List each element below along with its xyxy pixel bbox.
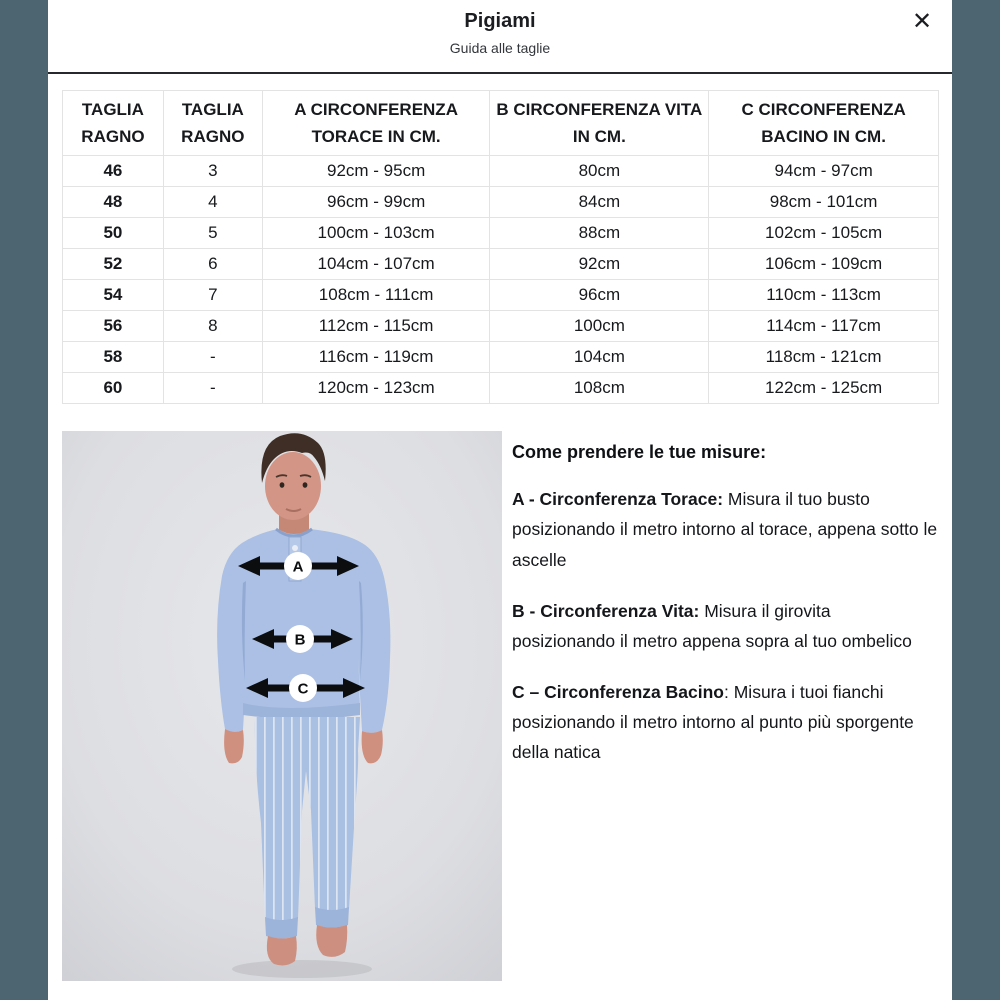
table-row — [63, 218, 939, 249]
modal-backdrop-right[interactable] — [952, 0, 1000, 1000]
column-header: TAGLIA RAGNO — [63, 91, 164, 156]
arrow-label-c: C — [297, 680, 309, 698]
table-cell: 102cm - 105cm — [709, 218, 939, 249]
table-cell: 8 — [163, 311, 262, 342]
instruction-list — [512, 484, 938, 767]
table-row — [63, 342, 939, 373]
table-cell: - — [163, 342, 262, 373]
instructions-heading: Come prendere le tue misure: — [512, 442, 767, 463]
table-cell: 112cm - 115cm — [262, 311, 490, 342]
table-cell: 50 — [63, 218, 164, 249]
measure-instructions — [502, 431, 938, 981]
instruction-paragraph: A - Circonferenza Torace: Misura il tuo busto posizionando il metro intorno al torace, appena sotto le ascelle — [512, 489, 938, 570]
table-cell: 98cm - 101cm — [709, 187, 939, 218]
close-icon: ✕ — [911, 8, 933, 35]
table-cell: 110cm - 113cm — [709, 280, 939, 311]
table-cell: 96cm — [490, 280, 709, 311]
table-cell: 88cm — [490, 218, 709, 249]
table-cell: 106cm - 109cm — [709, 249, 939, 280]
modal-header — [48, 0, 952, 74]
table-row — [63, 373, 939, 404]
table-row — [63, 249, 939, 280]
table-cell: 6 — [163, 249, 262, 280]
size-table — [62, 90, 939, 404]
measurement-section — [62, 431, 938, 981]
size-guide-modal — [48, 0, 952, 1000]
table-cell: 92cm - 95cm — [262, 156, 490, 187]
measure-figure-illustration — [62, 431, 502, 981]
table-row — [63, 280, 939, 311]
table-cell: 58 — [63, 342, 164, 373]
table-cell: - — [163, 373, 262, 404]
table-cell: 4 — [163, 187, 262, 218]
size-guide-photo — [62, 431, 502, 981]
modal-subtitle: Guida alle taglie — [449, 40, 551, 56]
table-cell: 48 — [63, 187, 164, 218]
modal-backdrop-left[interactable] — [0, 0, 48, 1000]
table-cell: 80cm — [490, 156, 709, 187]
table-cell: 5 — [163, 218, 262, 249]
table-cell: 116cm - 119cm — [262, 342, 490, 373]
table-cell: 96cm - 99cm — [262, 187, 490, 218]
column-header: TAGLIA RAGNO — [163, 91, 262, 156]
size-table-body — [63, 156, 939, 404]
column-header: C CIRCONFERENZA BACINO IN CM. — [709, 91, 939, 156]
table-cell: 104cm - 107cm — [262, 249, 490, 280]
table-cell: 100cm - 103cm — [262, 218, 490, 249]
table-cell: 122cm - 125cm — [709, 373, 939, 404]
size-table-head-row — [63, 91, 939, 156]
table-cell: 120cm - 123cm — [262, 373, 490, 404]
close-button[interactable] — [904, 4, 940, 40]
table-cell: 94cm - 97cm — [709, 156, 939, 187]
column-header: B CIRCONFERENZA VITA IN CM. — [490, 91, 709, 156]
arrow-label-a: A — [292, 558, 304, 576]
table-row — [63, 187, 939, 218]
table-cell: 3 — [163, 156, 262, 187]
table-cell: 92cm — [490, 249, 709, 280]
table-cell: 100cm — [490, 311, 709, 342]
table-cell: 52 — [63, 249, 164, 280]
table-cell: 118cm - 121cm — [709, 342, 939, 373]
table-cell: 46 — [63, 156, 164, 187]
table-cell: 54 — [63, 280, 164, 311]
table-row — [63, 311, 939, 342]
table-row — [63, 156, 939, 187]
instruction-paragraph: B - Circonferenza Vita: Misura il girovita posizionando il metro appena sopra al tuo ombelico — [512, 600, 912, 651]
table-cell: 60 — [63, 373, 164, 404]
table-cell: 104cm — [490, 342, 709, 373]
table-cell: 108cm - 111cm — [262, 280, 490, 311]
arrow-label-b: B — [294, 631, 306, 649]
table-cell: 108cm — [490, 373, 709, 404]
table-cell: 56 — [63, 311, 164, 342]
modal-title: Pigiami — [464, 10, 536, 32]
instruction-paragraph: C – Circonferenza Bacino: Misura i tuoi fianchi posizionando il metro intorno al punto più sporgente della natica — [512, 681, 914, 762]
table-cell: 114cm - 117cm — [709, 311, 939, 342]
column-header: A CIRCONFERENZA TORACE IN CM. — [262, 91, 490, 156]
table-cell: 7 — [163, 280, 262, 311]
table-cell: 84cm — [490, 187, 709, 218]
